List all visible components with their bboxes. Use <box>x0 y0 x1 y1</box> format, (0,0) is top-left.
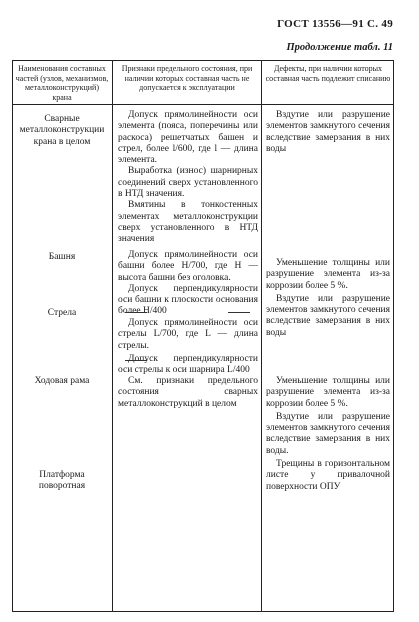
row-defects-running-frame <box>266 376 390 493</box>
header-bottom-border <box>12 104 394 105</box>
row-name-boom: Стрела <box>47 308 77 318</box>
row-defects-tower <box>266 258 390 339</box>
column-divider-2 <box>261 60 262 612</box>
right-border <box>393 60 394 612</box>
criteria-text: Допуск прямолинейности оси башни более H/700, где H — высота башни без оголовка. <box>118 250 258 283</box>
row-name-tower: Башня <box>48 252 76 262</box>
column-header-component: Наименования составных частей (узлов, механизмов, металлоконструкций) крана <box>15 64 109 102</box>
defects-table <box>12 60 394 612</box>
criteria-text: Допуск перпендикулярности оси стрелы к оси шарнира L/400 <box>118 353 258 376</box>
defect-text: Трещины в горизонтальном листе у привалочной поверхности ОПУ <box>266 459 390 492</box>
separator-dash <box>228 312 250 313</box>
row-name-rotary-platform: Платформа поворотная <box>38 470 86 492</box>
row-name-running-frame: Ходовая рама <box>34 376 90 386</box>
row-defects-welded-structures <box>266 110 390 155</box>
table-bottom-border <box>12 611 394 612</box>
row-criteria-running-frame <box>118 376 258 410</box>
row-criteria-welded-structures <box>118 110 258 246</box>
defect-text: Уменьшение толщины или разрушение элемента из-за коррозии более 5 %. <box>266 258 390 291</box>
criteria-text: См. признаки предельного состояния сварных металлоконструкций в целом <box>118 376 258 409</box>
column-divider-1 <box>112 60 113 612</box>
page-header: ГОСТ 13556—91 С. 49 <box>277 18 393 30</box>
defect-text: Вздутие или разрушение элементов замкнутого сечения вследствие замерзания в них воды <box>266 293 390 338</box>
row-criteria-tower <box>118 250 258 318</box>
defect-text: Вздутие или разрушение элементов замкнутого сечения вследствие замерзания в них воды <box>266 110 390 154</box>
table-continuation-caption: Продолжение табл. 11 <box>286 42 393 53</box>
defect-text: Вздутие или разрушение элементов замкнутого сечения вследствие замерзания в них воды. <box>266 411 390 456</box>
table-top-border <box>12 60 394 61</box>
criteria-text: Допуск перпендикулярности оси башни к плоскости основания более H/400 <box>118 283 258 317</box>
criteria-text: Вмятины в тонкостенных элементах металлоконструкции сверх установленного в НТД значения <box>118 200 258 245</box>
row-name-welded-structures: Сварные металлоконструкции крана в целом <box>19 114 105 147</box>
defect-text: Уменьшение толщины или разрушение элемента из-за коррозии более 5 %. <box>266 376 390 409</box>
criteria-text: Допуск прямолинейности оси элемента (пояса, поперечины или раскоса) решетчатых башен и стрел, более l/600, где l — длина элемента. <box>118 110 258 166</box>
column-header-criteria: Признаки предельного состояния, при наличии которых составная часть не допускается к эксплуатации <box>121 64 253 93</box>
left-border <box>12 60 13 612</box>
column-header-defects: Дефекты, при наличии которых составная часть подлежит списанию <box>265 64 391 83</box>
separator-dash <box>125 360 147 361</box>
criteria-text: Выработка (износ) шарнирных соединений сверх установленного в НТД значения. <box>118 166 258 200</box>
separator-dash <box>125 312 147 313</box>
row-criteria-boom <box>118 318 258 376</box>
criteria-text: Допуск прямолинейности оси стрелы L/700, где L — длина стрелы. <box>118 318 258 351</box>
